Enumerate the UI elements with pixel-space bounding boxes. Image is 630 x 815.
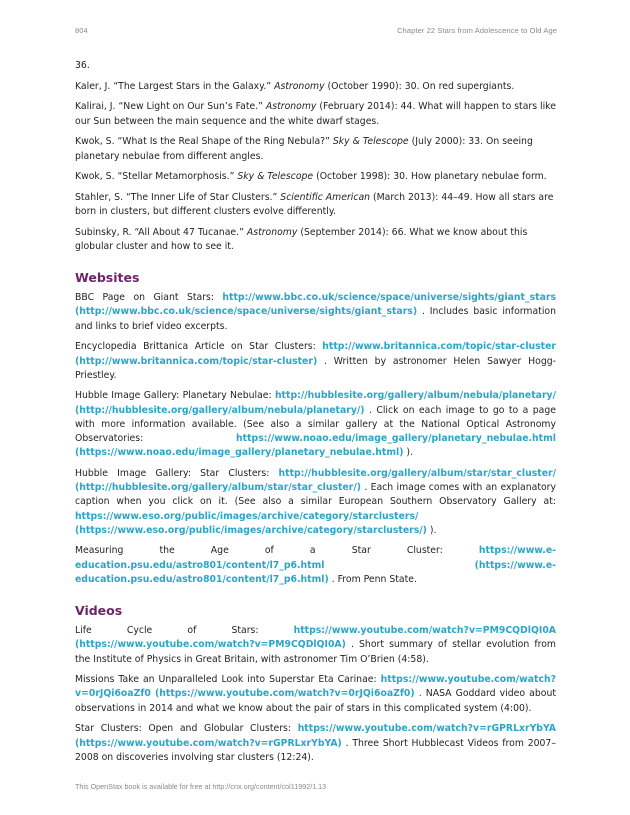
website-link-alt[interactable]: (http://hubblesite.org/gallery/album/star/star_cluster/) xyxy=(75,482,361,494)
website-entry: Encyclopedia Brittanica Article on Star Clusters: http://www.britannica.com/topic/star-cluster (http://www.britannica.com/topic/star-cluster) . Written by astronomer Helen Sawyer Hogg-Priestley. xyxy=(75,341,556,381)
video-link-alt[interactable]: (https://www.youtube.com/watch?v=rGPRLxrYbYA) xyxy=(75,737,342,749)
main-content xyxy=(75,59,556,771)
reference-item: Kalirai, J. “New Light on Our Sun’s Fate.” Astronomy (February 2014): 44. What will happen to stars like our Sun between the main sequence and the white dwarf stages. xyxy=(75,101,556,127)
videos-heading: Videos xyxy=(75,603,123,619)
websites-heading: Websites xyxy=(75,270,140,286)
website-entry: Hubble Image Gallery: Star Clusters: http://hubblesite.org/gallery/album/star/star_cluster/ (http://hubblesite.org/gallery/album/star/star_cluster/) . Each image comes with an explanatory caption when you click on it. (See also a similar European Southern Observatory Gallery at: https://www.eso.org/public/images/archive/category/starclusters/ (https://www.eso.org/public/images/archive/category/starclusters/) ). xyxy=(75,467,556,536)
websites-list xyxy=(75,291,556,587)
video-link[interactable]: https://www.youtube.com/watch?v=rGPRLxrYbYA xyxy=(297,723,556,735)
website-link-secondary[interactable]: https://www.noao.edu/image_gallery/planetary_nebulae.html xyxy=(236,433,556,445)
video-link-alt[interactable]: (https://www.youtube.com/watch?v=PM9CQDlQI0A) xyxy=(75,639,346,651)
reference-item: Stahler, S. “The Inner Life of Star Clusters.” Scientific American (March 2013): 44–49. How all stars are born in clusters, but different clusters evolve differently. xyxy=(75,191,554,218)
video-link-alt[interactable]: (https://www.youtube.com/watch?v=0rJQi6oaZf0) xyxy=(154,688,415,700)
website-link-secondary[interactable]: https://www.eso.org/public/images/archive/category/starclusters/ xyxy=(75,510,419,522)
website-entry: BBC Page on Giant Stars: http://www.bbc.co.uk/science/space/universe/sights/giant_stars (http://www.bbc.co.uk/science/space/universe/sights/giant_stars) . Includes basic information and links to brief video excerpts. xyxy=(75,292,556,332)
website-entry: Hubble Image Gallery: Planetary Nebulae: http://hubblesite.org/gallery/album/nebula/planetary/ (http://hubblesite.org/gallery/album/nebula/planetary/) . Click on each image to go to a page with more information available. (See also a similar gallery at the National Optical Astronomy Observatories: https://www.noao.edu/image_gallery/planetary_nebulae.html (https://www.noao.edu/image_gallery/planetary_nebulae.html) ). xyxy=(75,390,556,459)
website-link-secondary-alt[interactable]: (https://www.noao.edu/image_gallery/planetary_nebulae.html) xyxy=(75,447,404,459)
video-entry: Missions Take an Unparalleled Look into Superstar Eta Carinae: https://www.youtube.com/watch?v=0rJQi6oaZf0 (https://www.youtube.com/watch?v=0rJQi6oaZf0) . NASA Goddard video about observations in 2014 and what we know about the pair of stars in this complicated system (4:00). xyxy=(75,674,556,714)
reference-list xyxy=(75,80,556,255)
website-link[interactable]: http://www.bbc.co.uk/science/space/universe/sights/giant_stars xyxy=(222,292,556,304)
website-link-secondary-alt[interactable]: (https://www.eso.org/public/images/archive/category/starclusters/) xyxy=(75,524,427,536)
website-link-alt[interactable]: (http://hubblesite.org/gallery/album/nebula/planetary/) xyxy=(75,404,365,416)
reference-item: Subinsky, R. “All About 47 Tucanae.” Astronomy (September 2014): 66. What we know about this globular cluster and how to see it. xyxy=(75,226,528,253)
videos-list xyxy=(75,624,556,765)
website-entry: Measuring the Age of a Star Cluster: https://www.e-education.psu.edu/astro801/content/l7_p6.html (https://www.e-education.psu.edu/astro801/content/l7_p6.html) . From Penn State. xyxy=(75,545,556,585)
website-link-alt[interactable]: (https://www.e-education.psu.edu/astro801/content/l7_p6.html) xyxy=(75,559,556,585)
chapter-title: Chapter 22 Stars from Adolescence to Old Age xyxy=(397,26,557,35)
page-footer: This OpenStax book is available for free at http://cnx.org/content/col11992/1.13 xyxy=(75,782,327,791)
website-link-alt[interactable]: (http://www.britannica.com/topic/star-cluster) xyxy=(75,355,318,367)
video-link[interactable]: https://www.youtube.com/watch?v=PM9CQDlQI0A xyxy=(293,625,556,637)
website-link[interactable]: http://hubblesite.org/gallery/album/nebula/planetary/ xyxy=(274,390,556,402)
video-entry: Life Cycle of Stars: https://www.youtube.com/watch?v=PM9CQDlQI0A (https://www.youtube.com/watch?v=PM9CQDlQI0A) . Short summary of stellar evolution from the Institute of Physics in Great Britain, with astronomer Tim O’Brien (4:58). xyxy=(75,625,556,665)
website-link-alt[interactable]: (http://www.bbc.co.uk/science/space/universe/sights/giant_stars) xyxy=(75,306,418,318)
reference-item: Kwok, S. “Stellar Metamorphosis.” Sky & Telescope (October 1998): 30. How planetary nebulae form. xyxy=(75,171,547,183)
reference-item: Kwok, S. “What Is the Real Shape of the Ring Nebula?” Sky & Telescope (July 2000): 33. On seeing planetary nebulae from different angles. xyxy=(75,136,533,162)
page-header xyxy=(75,26,557,35)
page-number: 804 xyxy=(75,26,88,35)
video-entry: Star Clusters: Open and Globular Clusters: https://www.youtube.com/watch?v=rGPRLxrYbYA (https://www.youtube.com/watch?v=rGPRLxrYbYA) . Three Short Hubblecast Videos from 2007–2008 on discoveries involving star clusters (12:24). xyxy=(75,723,556,763)
video-link[interactable]: https://www.youtube.com/watch?v=0rJQi6oaZf0 xyxy=(75,674,556,700)
reference-fragment: 36. xyxy=(75,60,90,71)
website-link[interactable]: https://www.e-education.psu.edu/astro801/content/l7_p6.html xyxy=(75,545,556,571)
website-link[interactable]: http://hubblesite.org/gallery/album/star/star_cluster/ xyxy=(278,467,556,479)
reference-item: Kaler, J. “The Largest Stars in the Galaxy.” Astronomy (October 1990): 30. On red supergiants. xyxy=(75,80,515,92)
website-link[interactable]: http://www.britannica.com/topic/star-cluster xyxy=(322,341,556,353)
